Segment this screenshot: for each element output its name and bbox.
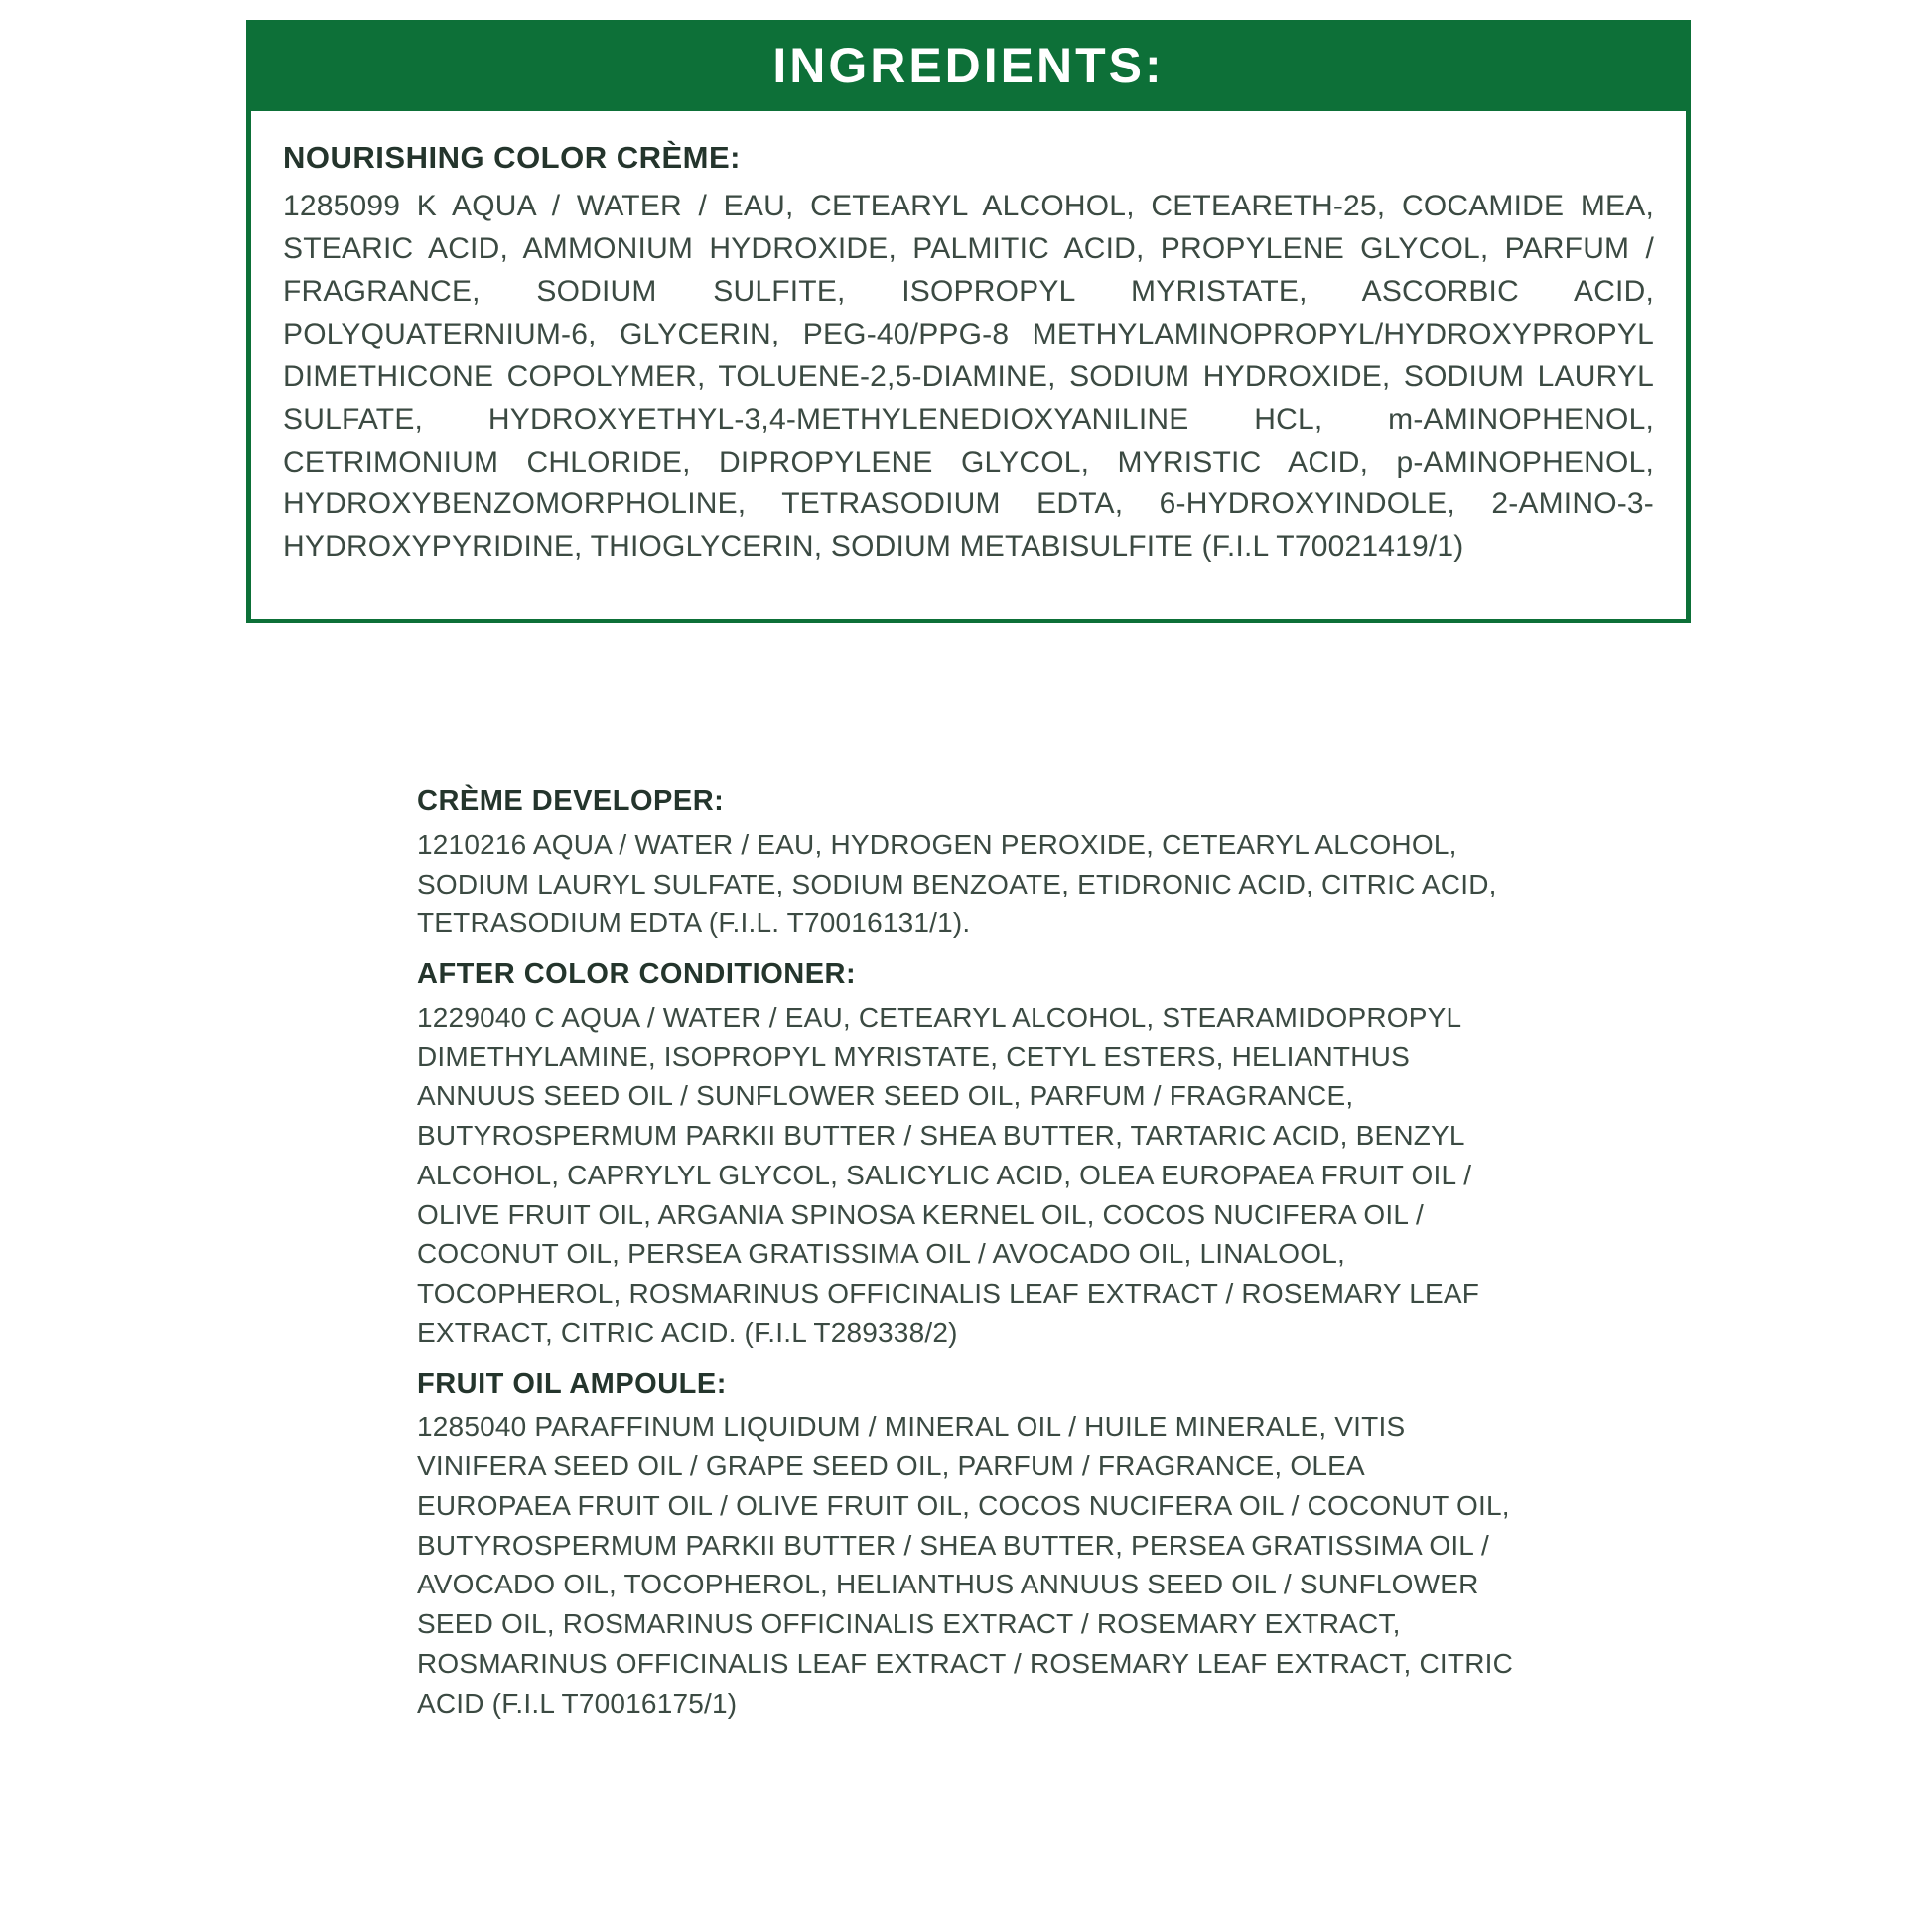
section-title-nourishing-color-creme: NOURISHING COLOR CRÈME: xyxy=(283,140,741,175)
after-color-conditioner-section xyxy=(417,957,1539,1353)
section-title-after-color-conditioner: AFTER COLOR CONDITIONER: xyxy=(417,958,857,991)
section-text-fruit-oil-ampoule: 1285040 PARAFFINUM LIQUIDUM / MINERAL OIL / HUILE MINERALE, VITIS VINIFERA SEED OIL / GRAPE SEED OIL, PARFUM / FRAGRANCE, OLEA EUROPAEA FRUIT OIL / OLIVE FRUIT OIL, COCOS NUCIFERA OIL / COCONUT OIL, BUTYROSPERMUM PARKII BUTTER / SHEA BUTTER, PERSEA GRATISSIMA OIL / AVOCADO OIL, TOCOPHEROL, HELIANTHUS ANNUUS SEED OIL / SUNFLOWER SEED OIL, ROSMARINUS OFFICINALIS EXTRACT / ROSEMARY EXTRACT, ROSMARINUS OFFICINALIS LEAF EXTRACT / ROSEMARY LEAF EXTRACT, CITRIC ACID (F.I.L T70016175/1) xyxy=(417,1411,1514,1719)
nourishing-color-creme-body xyxy=(246,111,1691,623)
creme-developer-section xyxy=(417,784,1539,943)
nourishing-color-creme-panel xyxy=(246,20,1691,623)
lower-sections xyxy=(417,784,1539,1736)
ingredients-header-bar xyxy=(246,20,1691,111)
page-title: INGREDIENTS: xyxy=(772,38,1165,93)
fruit-oil-ampoule-section xyxy=(417,1367,1539,1724)
section-title-creme-developer: CRÈME DEVELOPER: xyxy=(417,785,725,817)
section-text-after-color-conditioner: 1229040 C AQUA / WATER / EAU, CETEARYL ALCOHOL, STEARAMIDOPROPYL DIMETHYLAMINE, ISOPROPYL MYRISTATE, CETYL ESTERS, HELIANTHUS ANNUUS SEED OIL / SUNFLOWER SEED OIL, PARFUM / FRAGRANCE, BUTYROSPERMUM PARKII BUTTER / SHEA BUTTER, TARTARIC ACID, BENZYL ALCOHOL, CAPRYLYL GLYCOL, SALICYLIC ACID, OLEA EUROPAEA FRUIT OIL / OLIVE FRUIT OIL, ARGANIA SPINOSA KERNEL OIL, COCOS NUCIFERA OIL / COCONUT OIL, PERSEA GRATISSIMA OIL / AVOCADO OIL, LINALOOL, TOCOPHEROL, ROSMARINUS OFFICINALIS LEAF EXTRACT / ROSEMARY LEAF EXTRACT, CITRIC ACID. (F.I.L T289338/2) xyxy=(417,1001,1480,1348)
section-text-creme-developer: 1210216 AQUA / WATER / EAU, HYDROGEN PEROXIDE, CETEARYL ALCOHOL, SODIUM LAURYL SULFATE, SODIUM BENZOATE, ETIDRONIC ACID, CITRIC ACID, TETRASODIUM EDTA (F.I.L. T70016131/1). xyxy=(417,828,1497,939)
section-text-nourishing-color-creme: 1285099 K AQUA / WATER / EAU, CETEARYL ALCOHOL, CETEARETH-25, COCAMIDE MEA, STEARIC ACID, AMMONIUM HYDROXIDE, PALMITIC ACID, PROPYLENE GLYCOL, PARFUM / FRAGRANCE, SODIUM SULFITE, ISOPROPYL MYRISTATE, ASCORBIC ACID, POLYQUATERNIUM-6, GLYCERIN, PEG-40/PPG-8 METHYLAMINOPROPYL/HYDROXYPROPYL DIMETHICONE COPOLYMER, TOLUENE-2,5-DIAMINE, SODIUM HYDROXIDE, SODIUM LAURYL SULFATE, HYDROXYETHYL-3,4-METHYLENEDIOXYANILINE HCL, m-AMINOPHENOL, CETRIMONIUM CHLORIDE, DIPROPYLENE GLYCOL, MYRISTIC ACID, p-AMINOPHENOL, HYDROXYBENZOMORPHOLINE, TETRASODIUM EDTA, 6-HYDROXYINDOLE, 2-AMINO-3-HYDROXYPYRIDINE, THIOGLYCERIN, SODIUM METABISULFITE (F.I.L T70021419/1) xyxy=(283,190,1654,564)
section-title-fruit-oil-ampoule: FRUIT OIL AMPOULE: xyxy=(417,1367,727,1400)
